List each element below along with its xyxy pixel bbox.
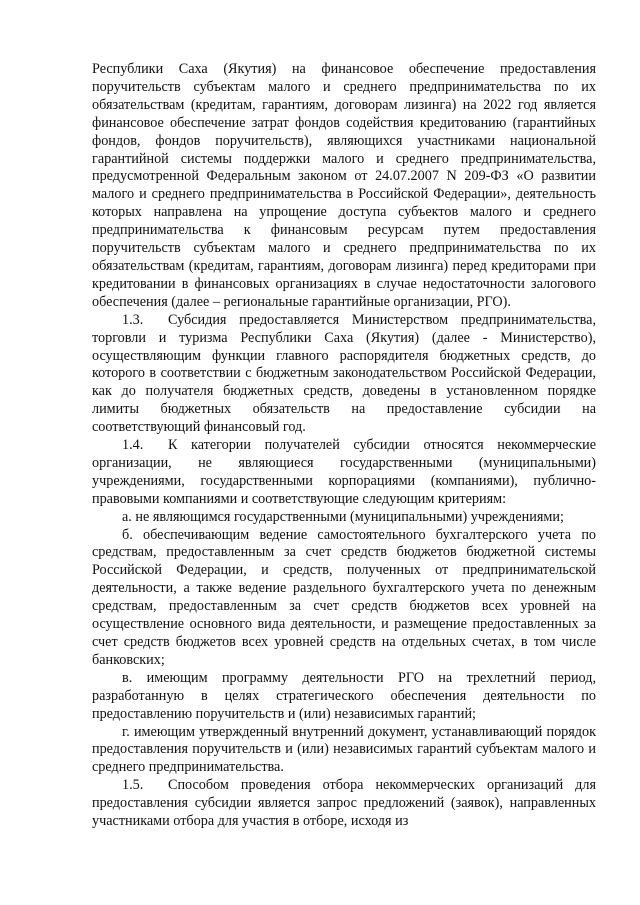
section-number: 1.4. bbox=[122, 437, 144, 454]
section-text: Субсидия предоставляется Министерством предпринимательства, торговли и туризма Республики Саха (Якутия) (далее - Министерство), осуществляющим функции главного распорядителя бюджетных средств, до которого в соответствии с бюджетным законодательством Российской Федерации, как до получателя бюджетных средств, доведены в установленном порядке лимиты бюджетных обязательств на предоставление субсидии на соответствующий финансовый год. bbox=[92, 311, 596, 436]
list-item-text: имеющим утвержденный внутренний документ, устанавливающий порядок предоставления поручительств и (или) независимых гарантий субъектам малого и среднего предпринимательства. bbox=[92, 723, 597, 776]
list-item-g bbox=[92, 724, 596, 778]
list-item-text: не являющимся государственными (муниципальными) учреждениями; bbox=[135, 508, 564, 525]
list-item-v bbox=[92, 670, 596, 724]
section-text: К категории получателей субсидии относятся некоммерческие организации, не являющиеся государственными (муниципальными) учреждениями, государственными корпорациями (компаниями), публично-правовыми компаниями и соответствующие следующим критериям: bbox=[92, 437, 596, 507]
list-marker: в. bbox=[122, 669, 133, 686]
section-number: 1.3. bbox=[122, 311, 144, 328]
list-item-text: обеспечивающим ведение самостоятельного бухгалтерского учета по средствам, предоставленным за счет средств бюджетов бюджетной системы Российской Федерации, и средств, полученных от предпринимательской деятельности, а также ведение раздельного бухгалтерского учета по денежным средствам, предоставленным за счет средств бюджетов всех уровней на осуществление основного вида деятельности, и размещение предоставленных за счет средств бюджетов всех уровней средств на отдельных счетах, в том числе банковских; bbox=[92, 526, 597, 668]
list-marker: а. bbox=[122, 508, 132, 525]
paragraph-intro: Республики Саха (Якутия) на финансовое обеспечение предоставления поручительств субъектам малого и среднего предпринимательства по их обязательствам (кредитам, гарантиям, договорам лизинга) на 2022 год является финансовое обеспечение затрат фондов содействия кредитованию (гарантийных фондов, фондов поручительств), являющихся участниками национальной гарантийной системы поддержки малого и среднего предпринимательства, предусмотренной Федеральным законом от 24.07.2007 N 209-ФЗ «О развитии малого и среднего предпринимательства в Российской Федерации», деятельность которых направлена на упрощение доступа субъектов малого и среднего предпринимательства к финансовым ресурсам путем предоставления поручительств субъектам малого и среднего предпринимательства по их обязательствам (кредитам, гарантиям, договорам лизинга) перед кредиторами при кредитовании в финансовых организациях в случае недостаточности залогового обеспечения (далее – региональные гарантийные организации, РГО). bbox=[92, 61, 596, 310]
section-1-4 bbox=[92, 437, 596, 509]
list-item-text: имеющим программу деятельности РГО на трехлетний период, разработанную в целях стратегического обеспечения деятельности по предоставлению поручительств и (или) независимых гарантий; bbox=[92, 669, 596, 722]
document-page bbox=[92, 61, 596, 831]
list-item-b bbox=[92, 527, 596, 670]
section-number: 1.5. bbox=[122, 777, 144, 794]
list-marker: б. bbox=[122, 526, 133, 543]
list-item-a bbox=[92, 509, 596, 527]
list-marker: г. bbox=[122, 723, 130, 740]
section-1-3 bbox=[92, 312, 596, 437]
section-1-5 bbox=[92, 777, 596, 831]
section-text: Способом проведения отбора некоммерческих организаций для предоставления субсидии является запрос предложений (заявок), направленных участниками отбора для участия в отборе, исходя из bbox=[92, 777, 596, 830]
